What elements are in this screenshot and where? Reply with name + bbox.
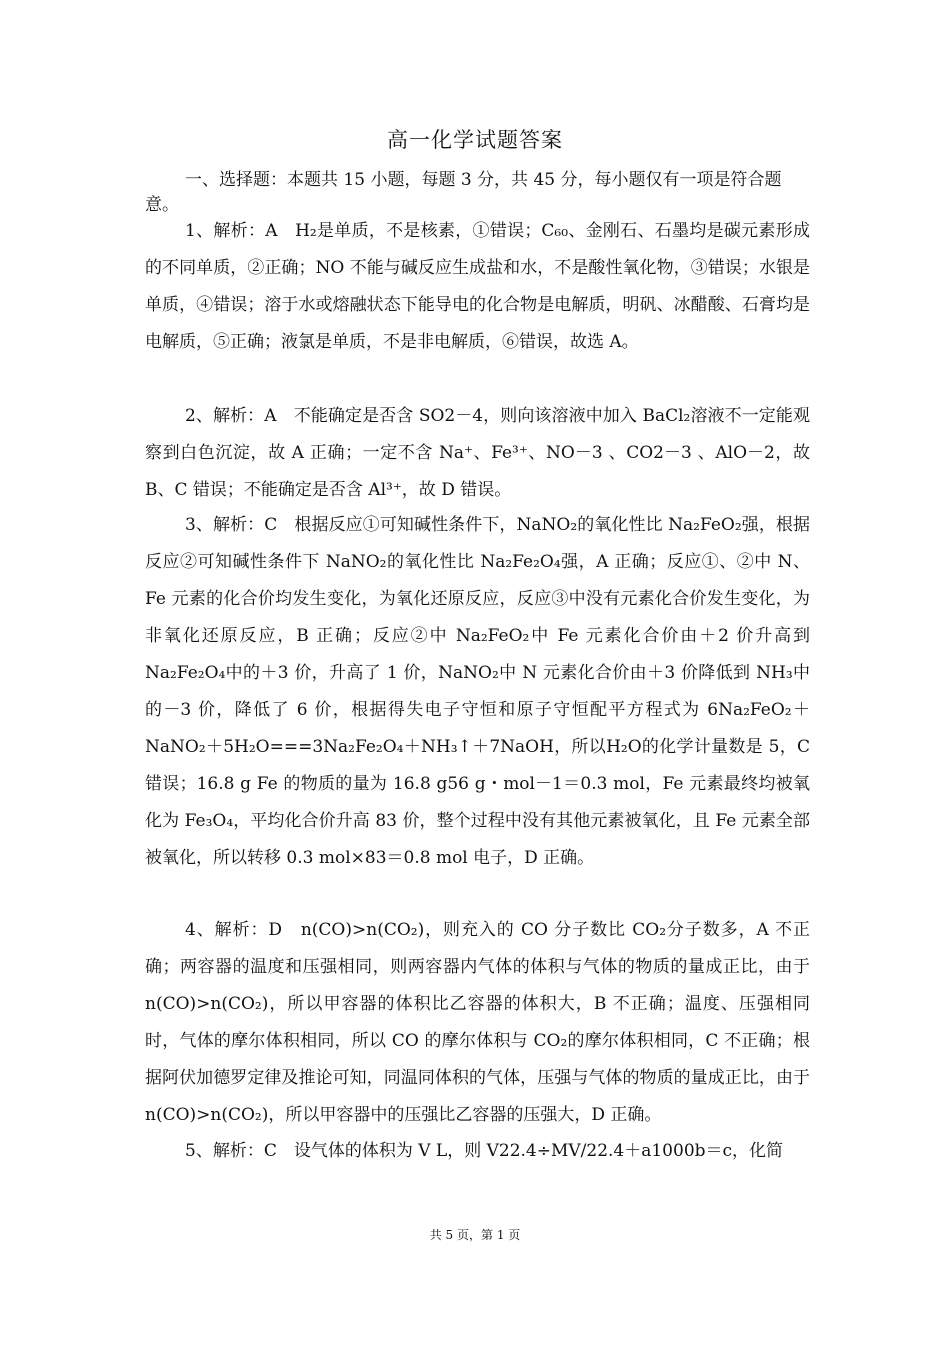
answer-paragraph-3: 3、解析：C 根据反应①可知碱性条件下，NaNO₂的氧化性比 Na₂FeO₂强，根据反应②可知碱性条件下 NaNO₂的氧化性比 Na₂Fe₂O₄强，A 正确；反应①、②中 N、Fe 元素的化合价均发生变化，为氧化还原反应，反应③中没有元素化合价发生变化，为非氧化还原反应，B 正确；反应②中 Na₂FeO₂中 Fe 元素化合价由＋2 价升高到 Na₂Fe₂O₄中的＋3 价，升高了 1 价，NaNO₂中 N 元素化合价由＋3 价降低到 NH₃中的－3 价，降低了 6 价，根据得失电子守恒和原子守恒配平方程式为 6Na₂FeO₂＋NaNO₂＋5H₂O===3Na₂Fe₂O₄＋NH₃↑＋7NaOH，所以H₂O的化学计量数是 5，C 错误；16.8 g Fe 的物质的量为 16.8 g56 g・mol－1＝0.3 mol，Fe 元素最终均被氧化为 Fe₃O₄，平均化合价升高 83 价，整个过程中没有其他元素被氧化，且 Fe 元素全部被氧化，所以转移 0.3 mol×83＝0.8 mol 电子，D 正确。 [145,515,810,868]
answer-paragraph-5: 5、解析：C 设气体的体积为 V L，则 V22.4÷MV/22.4＋a1000b＝c，化简 [185,1141,784,1161]
answer-paragraph-1: 1、解析：A H₂是单质，不是核素，①错误；C₆₀、金刚石、石墨均是碳元素形成的不同单质，②正确；NO 不能与碱反应生成盐和水，不是酸性氧化物，③错误；水银是单质，④错误；溶于水或熔融状态下能导电的化合物是电解质，明矾、冰醋酸、石膏均是电解质，⑤正确；液氯是单质，不是非电解质，⑥错误，故选 A。 [145,221,810,352]
answer-paragraph-4: 4、解析：D n(CO)>n(CO₂)，则充入的 CO 分子数比 CO₂分子数多，A 不正确；两容器的温度和压强相同，则两容器内气体的体积与气体的物质的量成正比，由于 n(CO)>n(CO₂)，所以甲容器的体积比乙容器的体积大，B 不正确；温度、压强相同时，气体的摩尔体积相同，所以 CO 的摩尔体积与 CO₂的摩尔体积相同，C 不正确；根据阿伏加德罗定律及推论可知，同温同体积的气体，压强与气体的物质的量成正比，由于 n(CO)>n(CO₂)，所以甲容器中的压强比乙容器的压强大，D 正确。 [145,920,810,1125]
answer-paragraph-2: 2、解析：A 不能确定是否含 SO2－4，则向该溶液中加入 BaCl₂溶液不一定能观察到白色沉淀，故 A 正确；一定不含 Na⁺、Fe³⁺、NO－3 、CO2－3 、AlO－2，故 B、C 错误；不能确定是否含 Al³⁺，故 D 错误。 [145,406,810,500]
section-heading: 一、选择题：本题共 15 小题，每题 3 分，共 45 分，每小题仅有一项是符合题意。 [145,170,782,215]
page-title: 高一化学试题答案 [387,128,563,152]
page-footer: 共 5 页，第 1 页 [429,1228,521,1242]
